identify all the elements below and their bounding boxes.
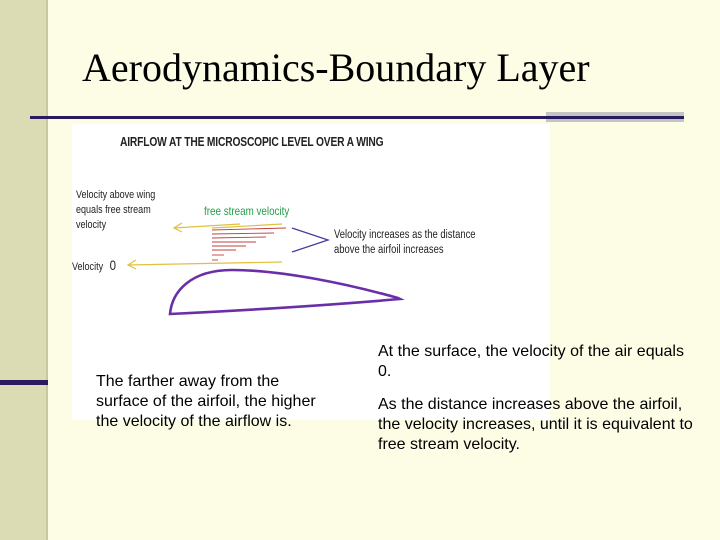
increase-arrowhead — [292, 228, 328, 252]
left-bar-accent — [0, 380, 48, 385]
right-paragraph-1: At the surface, the velocity of the air equals 0. — [378, 343, 684, 380]
velocity-word: Velocity — [72, 261, 104, 273]
velocity-profile-lines — [212, 228, 286, 260]
velocity-above-wing-line-3: velocity — [76, 219, 107, 231]
figure-title: AIRFLOW AT THE MICROSCOPIC LEVEL OVER A WING — [120, 135, 384, 149]
left-column-text: The farther away from the surface of the airfoil, the higher the velocity of the airflow is. — [96, 373, 316, 430]
free-stream-label: free stream velocity — [204, 204, 290, 218]
velocity-increase-line-1: Velocity increases as the distance — [334, 229, 476, 241]
airfoil-outline — [170, 270, 400, 314]
velocity-increase-label — [334, 228, 476, 258]
title-rule-end — [546, 116, 684, 119]
slide-title: Aerodynamics-Boundary Layer — [82, 45, 590, 90]
velocity-above-wing-line-2: equals free stream — [76, 204, 151, 216]
left-decorative-bar — [0, 0, 48, 540]
right-paragraph-2: As the distance increases above the airfoil, the velocity increases, until it is equivalent to free stream velocity. — [378, 396, 693, 453]
velocity-above-wing-label — [76, 188, 155, 233]
right-column-text — [378, 342, 698, 468]
velocity-above-wing-line-1: Velocity above wing — [76, 189, 156, 201]
velocity-increase-line-2: above the airfoil increases — [334, 244, 444, 256]
velocity-zero-label — [72, 258, 116, 275]
velocity-zero-value: 0 — [109, 257, 117, 273]
